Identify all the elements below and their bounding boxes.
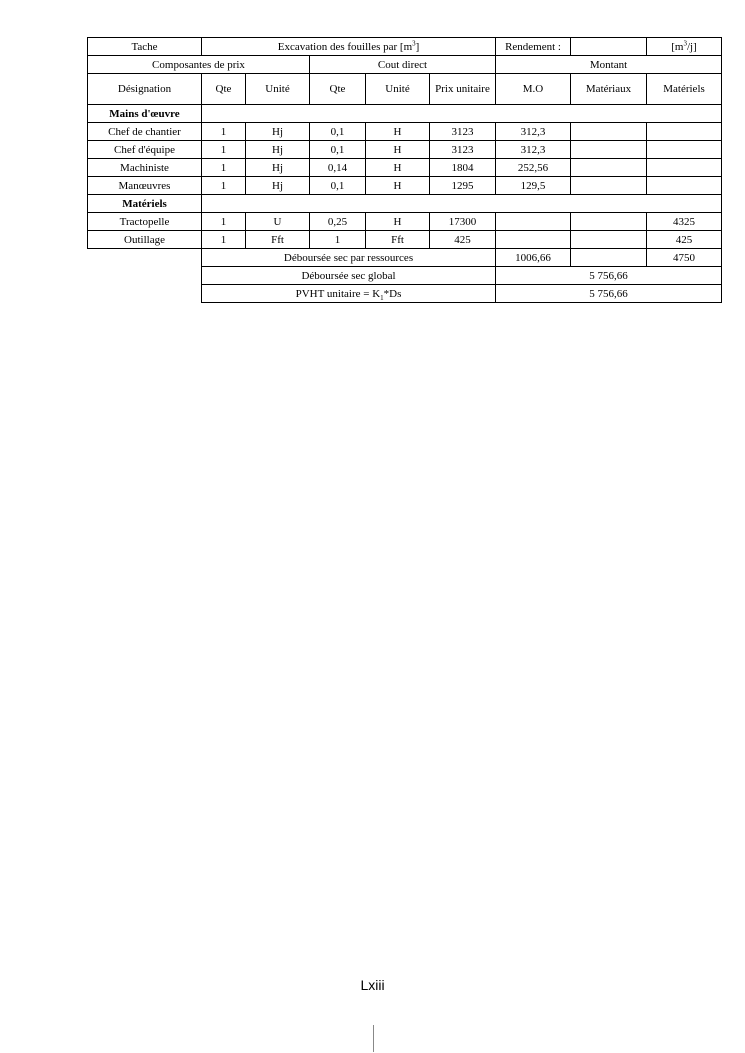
cell-materiaux (571, 213, 647, 231)
cell-materiels (647, 141, 722, 159)
cell-designation: Chef de chantier (88, 123, 202, 141)
header-row-columns (88, 74, 722, 105)
cell-mo: 312,3 (496, 123, 571, 141)
rendement-label: Rendement : (496, 38, 571, 56)
cell-materiaux (571, 177, 647, 195)
cell-qte: 0,25 (310, 213, 366, 231)
cell-unite: H (366, 213, 430, 231)
section-row (88, 105, 722, 123)
cell-qte: 1 (202, 123, 246, 141)
group-cout-direct: Cout direct (310, 56, 496, 74)
cell-unite: U (246, 213, 310, 231)
cell-designation: Manœuvres (88, 177, 202, 195)
col-mo: M.O (496, 74, 571, 105)
col-unite: Unité (246, 74, 310, 105)
cell-designation: Outillage (88, 231, 202, 249)
col-qte: Qte (202, 74, 246, 105)
cell-designation: Tractopelle (88, 213, 202, 231)
header-row-task (88, 38, 722, 56)
cell-prix: 1295 (430, 177, 496, 195)
cell-designation: Chef d'équipe (88, 141, 202, 159)
cell-materiaux (571, 159, 647, 177)
cell-unite: Fft (246, 231, 310, 249)
cell-materiaux (571, 231, 647, 249)
cell-unite: Hj (246, 177, 310, 195)
total-par-ressources-materiaux (571, 249, 647, 267)
total-par-ressources-label: Déboursée sec par ressources (202, 249, 496, 267)
cell-unite: Hj (246, 123, 310, 141)
cell-unite: H (366, 177, 430, 195)
cell-prix: 3123 (430, 123, 496, 141)
cell-mo (496, 231, 571, 249)
cell-prix: 17300 (430, 213, 496, 231)
group-composantes: Composantes de prix (88, 56, 310, 74)
page-number: Lxiii (360, 977, 385, 993)
cell-unite: H (366, 159, 430, 177)
totals-row-ressources (88, 249, 722, 267)
totals-row-global (88, 267, 722, 285)
section-title: Matériels (88, 195, 202, 213)
cell-materiels (647, 177, 722, 195)
cell-unite: H (366, 141, 430, 159)
col-designation: Désignation (88, 74, 202, 105)
cell-mo: 129,5 (496, 177, 571, 195)
cell-unite: H (366, 123, 430, 141)
cell-mo: 312,3 (496, 141, 571, 159)
cell-unite: Hj (246, 159, 310, 177)
cell-prix: 425 (430, 231, 496, 249)
cell-materiels (647, 123, 722, 141)
header-row-groups (88, 56, 722, 74)
page-divider (373, 1025, 374, 1052)
pvht-label: PVHT unitaire = $K_1*Ds$ (202, 285, 496, 303)
cell-mo: 252,56 (496, 159, 571, 177)
table-row (88, 123, 722, 141)
table-row (88, 141, 722, 159)
pvht-value: 5 756,66 (496, 285, 722, 303)
section-row (88, 195, 722, 213)
cell-unite: Fft (366, 231, 430, 249)
cell-materiels (647, 159, 722, 177)
tache-label: Tache (88, 38, 202, 56)
cell-designation: Machiniste (88, 159, 202, 177)
price-breakdown-table (87, 37, 722, 303)
col-qte: Qte (310, 74, 366, 105)
cell-qte: 1 (202, 213, 246, 231)
cell-qte: 1 (202, 231, 246, 249)
section-title: Mains d'œuvre (88, 105, 202, 123)
table-row (88, 231, 722, 249)
col-unite: Unité (366, 74, 430, 105)
group-montant: Montant (496, 56, 722, 74)
total-global-label: Déboursée sec global (202, 267, 496, 285)
cell-qte: 1 (202, 177, 246, 195)
rendement-value (571, 38, 647, 56)
cell-qte: 0,14 (310, 159, 366, 177)
cell-mo (496, 213, 571, 231)
cell-qte: 1 (202, 159, 246, 177)
total-par-ressources-materiels: 4750 (647, 249, 722, 267)
col-prix-unitaire: Prix unitaire (430, 74, 496, 105)
cell-qte: 1 (202, 141, 246, 159)
cell-prix: 3123 (430, 141, 496, 159)
cell-materiaux (571, 123, 647, 141)
cell-materiels: 4325 (647, 213, 722, 231)
cell-qte: 0,1 (310, 141, 366, 159)
cell-qte: 0,1 (310, 177, 366, 195)
rendement-unit: $[m^3/j]$ (647, 38, 722, 56)
total-par-ressources-mo: 1006,66 (496, 249, 571, 267)
table-row (88, 213, 722, 231)
table-row (88, 177, 722, 195)
total-global-value: 5 756,66 (496, 267, 722, 285)
cell-prix: 1804 (430, 159, 496, 177)
cell-materiaux (571, 141, 647, 159)
col-materiaux: Matériaux (571, 74, 647, 105)
tache-value: Excavation des fouilles par $[m^3]$ (202, 38, 496, 56)
cell-unite: Hj (246, 141, 310, 159)
col-materiels: Matériels (647, 74, 722, 105)
cell-qte: 0,1 (310, 123, 366, 141)
cell-materiels: 425 (647, 231, 722, 249)
totals-row-pvht (88, 285, 722, 303)
cell-qte: 1 (310, 231, 366, 249)
table-row (88, 159, 722, 177)
